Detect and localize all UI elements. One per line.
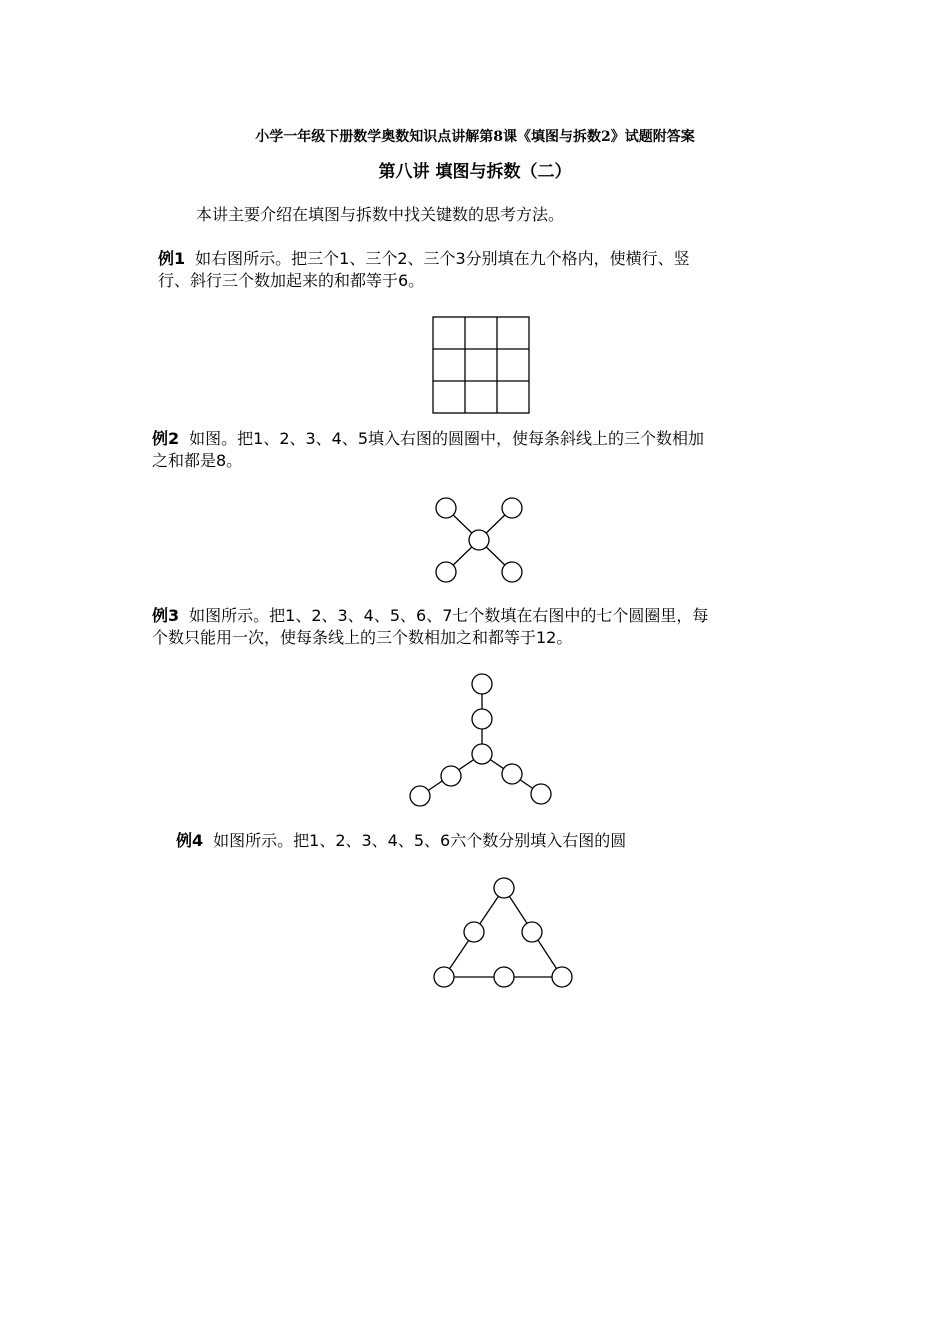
example-4 (176, 830, 626, 852)
example-1-text: 如右图所示。把三个1、三个2、三个3分别填在九个格内，使横行、竖 (195, 249, 690, 268)
example-1-line-2: 行、斜行三个数加起来的和都等于6。 (158, 271, 425, 290)
circle-slot (502, 764, 522, 784)
intro-paragraph: 本讲主要介绍在填图与拆数中找关键数的思考方法。 (196, 205, 565, 224)
circle-slot (472, 709, 492, 729)
example-2-x-figure (430, 495, 526, 585)
example-1-line-1 (158, 248, 690, 270)
example-4-triangle-figure (430, 870, 580, 995)
example-1-grid-figure (432, 316, 530, 414)
example-2-line-1 (152, 428, 704, 450)
example-4-label: 例4 (176, 831, 204, 850)
circle-slot (434, 967, 454, 987)
example-2 (152, 428, 704, 472)
lecture-heading: 第八讲 填图与拆数（二） (378, 162, 572, 182)
example-3-label: 例3 (152, 606, 180, 625)
grid-outline (433, 317, 529, 413)
circle-slot (522, 922, 542, 942)
example-1-label: 例1 (158, 249, 186, 268)
circle-slot (410, 786, 430, 806)
document-title: 小学一年级下册数学奥数知识点讲解第8课《填图与拆数2》试题附答案 (255, 129, 695, 145)
circle-slot (441, 766, 461, 786)
example-3 (152, 605, 708, 649)
circle-slot (494, 878, 514, 898)
example-3-star-figure (400, 670, 560, 815)
example-3-text: 如图所示。把1、2、3、4、5、6、7七个数填在右图中的七个圆圈里，每 (189, 606, 709, 625)
circle-slot (494, 967, 514, 987)
example-4-line-1 (176, 830, 626, 852)
example-2-text: 如图。把1、2、3、4、5填入右图的圆圈中，使每条斜线上的三个数相加 (189, 429, 705, 448)
circle-slot (436, 562, 456, 582)
circle-slot (531, 784, 551, 804)
example-3-line-1 (152, 605, 708, 627)
circle-slot (436, 498, 456, 518)
circle-slot (472, 674, 492, 694)
circle-slot (502, 562, 522, 582)
circle-slot (469, 530, 489, 550)
example-4-text: 如图所示。把1、2、3、4、5、6六个数分别填入右图的圆 (213, 831, 627, 850)
circle-slot (464, 922, 484, 942)
circle-slot (502, 498, 522, 518)
example-2-label: 例2 (152, 429, 180, 448)
circle-slot (472, 744, 492, 764)
example-1 (158, 248, 690, 292)
example-3-line-2: 个数只能用一次，使每条线上的三个数相加之和都等于12。 (152, 628, 573, 647)
example-2-line-2: 之和都是8。 (152, 451, 243, 470)
circle-slot (552, 967, 572, 987)
